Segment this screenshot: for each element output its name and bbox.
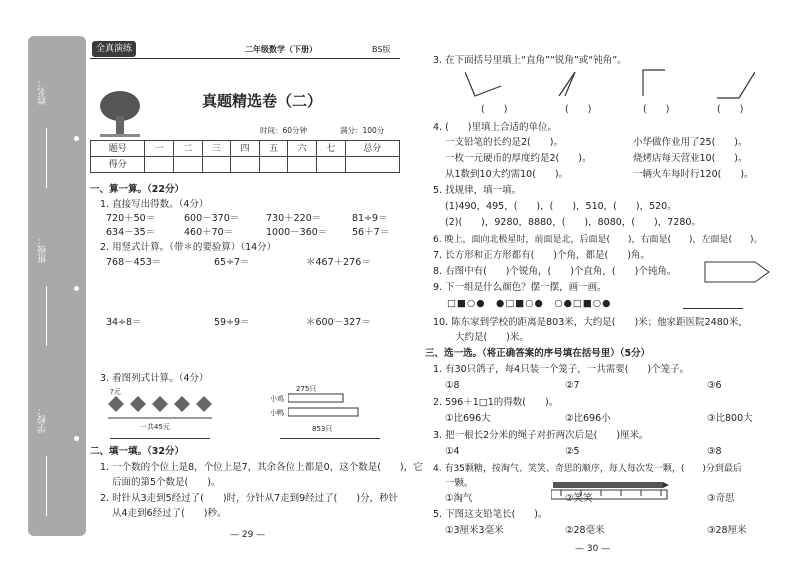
score-cell[interactable]	[145, 157, 174, 173]
pinwheel-diagram	[106, 392, 216, 420]
page-header	[90, 40, 400, 59]
option[interactable]: ①3厘米3毫米	[445, 525, 504, 536]
answer-line	[683, 308, 743, 309]
r-q10: 10. 陈东家到学校的距离是803米，大约是( )米；他家距医院2480米，	[433, 317, 748, 328]
s1-q3: 3. 看图列式计算。（4分）	[100, 373, 209, 384]
answer-line	[110, 438, 210, 439]
shape-pattern: □■○● ●□■○● ○●□■○●	[447, 298, 612, 309]
vertical-calc-item: 59÷9＝	[214, 317, 250, 328]
option[interactable]: ③比800大	[707, 413, 753, 424]
section-3-heading: 三、选一选。（将正确答案的序号填在括号里）（5分）	[425, 348, 651, 359]
s2-q2: 2. 时针从3走到5经过了( )时，分针从7走到9经过了( )分，秒针	[100, 493, 399, 504]
calc-item: 634－35＝	[106, 227, 156, 238]
vertical-calc-item: ＊600－327＝	[306, 317, 371, 328]
r-q5b: (2)( )，9280，8880，( )，8080，( )，7280。	[445, 217, 701, 228]
score-header-cell: 总分	[345, 141, 399, 157]
answer-line	[280, 438, 380, 439]
option[interactable]: ①淘气	[445, 493, 473, 504]
option[interactable]: ②笑笑	[565, 493, 593, 504]
r-q8: 8. 右图中有( )个锐角，( )个直角，( )个钝角。	[433, 266, 677, 277]
calc-item: 460＋70＝	[184, 227, 234, 238]
subject-label: 二年级数学（下册）	[245, 45, 317, 54]
option[interactable]: ②比696小	[565, 413, 611, 424]
ruler-pencil-figure	[551, 480, 669, 500]
left-page	[90, 40, 423, 540]
calc-item: 81÷9＝	[352, 213, 388, 224]
tree-illustration	[96, 88, 144, 138]
s1-q2: 2. 用竖式计算。（带＊的要验算）（14分）	[100, 242, 277, 253]
r-q5: 5. 找规律，填一填。	[433, 185, 522, 196]
vertical-calc-item: 34÷8＝	[106, 317, 142, 328]
r-q3: 3. 在下面括号里填上“直角”“锐角”或“钝角”。	[433, 55, 627, 66]
s2-q1-cont: 后面的第5个数是( )。	[112, 477, 221, 488]
binding-dot	[74, 436, 79, 441]
unit-item: 一枚一元硬币的厚度约是2( )。	[445, 153, 592, 164]
pentagon-figure	[703, 260, 771, 284]
calc-item: 720＋50＝	[106, 213, 156, 224]
score-header-cell: 题号	[91, 141, 145, 157]
angle-figures	[465, 68, 755, 102]
unit-item: 小华做作业用了25( )。	[633, 137, 748, 148]
score-label-cell: 得分	[91, 157, 145, 173]
score-header-cell: 四	[231, 141, 260, 157]
blank[interactable]: ( )	[481, 104, 508, 115]
option[interactable]: ①8	[445, 380, 460, 391]
score-table	[90, 140, 400, 173]
r-q7: 7. 长方形和正方形都有( )个角，都是( )角。	[433, 250, 650, 261]
bar-diagram	[288, 392, 368, 420]
r-q10-cont: 大约是( )米。	[455, 332, 529, 343]
vertical-calc-item: 768－453＝	[106, 257, 162, 268]
blank[interactable]: ( )	[643, 104, 670, 115]
vertical-calc-item: ＊467＋276＝	[306, 257, 371, 268]
score-header-cell: 三	[202, 141, 231, 157]
choice-q4: 4. 有35颗糖，按淘气、笑笑、奇思的顺序，每人每次发一颗，( )分到最后	[433, 464, 742, 474]
s1-q1: 1. 直接写出得数。（4分）	[100, 199, 209, 210]
exam-time: 时间：60分钟	[260, 126, 308, 135]
s2-q1: 1. 一个数的个位上是8，个位上是7，其余各位上都是0，这个数是( )，它	[100, 462, 423, 473]
blank[interactable]: ( )	[565, 104, 592, 115]
right-page	[425, 40, 780, 554]
calc-item: 56＋7＝	[352, 227, 390, 238]
r-q6: 6. 晚上，面向北极星时，前面是北，后面是( )，右面是( )，左面是( )。	[433, 235, 763, 245]
section-2-heading: 二、填一填。（32分）	[90, 446, 184, 457]
unit-item: 一支铅笔的长约是2( )。	[445, 137, 563, 148]
choice-q5: 5. 下图这支铅笔长( )。	[433, 509, 548, 520]
binding-strip	[28, 36, 86, 536]
diagram-b-label1: 小鸡	[270, 395, 284, 403]
score-cell[interactable]	[288, 157, 317, 173]
school-label: 学校：	[38, 406, 48, 433]
option[interactable]: ③奇思	[707, 493, 735, 504]
score-header-cell: 二	[173, 141, 202, 157]
page-number: — 30 —	[575, 544, 611, 554]
option[interactable]: ③6	[707, 380, 722, 391]
choice-q3: 3. 把一根长2分米的绳子对折两次后是( )厘米。	[433, 430, 649, 441]
exam-title: 真题精选卷（二）	[202, 92, 323, 110]
edition-label: BS版	[372, 45, 391, 54]
score-cell[interactable]	[202, 157, 231, 173]
option[interactable]: ③8	[707, 446, 722, 457]
option[interactable]: ③28厘米	[707, 525, 747, 536]
blank[interactable]: ( )	[717, 104, 744, 115]
calc-item: 1000－360＝	[266, 227, 328, 238]
class-label: 班级：	[38, 236, 48, 263]
unit-item: 一辆火车每时行120( )。	[633, 169, 754, 180]
score-header-cell: 五	[259, 141, 288, 157]
vertical-calc-item: 65÷7＝	[214, 257, 250, 268]
series-logo: 全真演练	[92, 41, 136, 57]
s2-q2-cont: 从4走到6经过了( )秒。	[112, 508, 227, 519]
score-cell[interactable]	[231, 157, 260, 173]
diagram-a-label: ?元	[110, 388, 121, 396]
unit-item: 烧烤店每天营业10( )。	[633, 153, 748, 164]
option[interactable]: ②5	[565, 446, 580, 457]
option[interactable]: ①4	[445, 446, 460, 457]
unit-item: 从1数到10大约需10( )。	[445, 169, 569, 180]
school-line	[46, 456, 47, 516]
diagram-b-total: 853只	[312, 425, 333, 433]
page-number: — 29 —	[230, 530, 266, 540]
score-cell[interactable]	[259, 157, 288, 173]
score-header-cell: 七	[316, 141, 345, 157]
diagram-b-top: 275只	[296, 385, 317, 393]
r-q5a: (1)490，495，( )，( )，510，( )，520。	[445, 201, 677, 212]
choice-q2: 2. 596＋1□1的得数( )。	[433, 397, 559, 408]
name-label: 姓名：	[38, 78, 48, 105]
exam-full-score: 满分：100分	[340, 126, 385, 135]
score-header-cell: 一	[145, 141, 174, 157]
section-1-heading: 一、算一算。（22分）	[90, 184, 184, 195]
name-line	[46, 128, 47, 188]
calc-item: 600－370＝	[184, 213, 240, 224]
class-line	[46, 286, 47, 346]
score-cell[interactable]	[316, 157, 345, 173]
calc-item: 730＋220＝	[266, 213, 322, 224]
score-cell[interactable]	[173, 157, 202, 173]
binding-dot	[74, 136, 79, 141]
choice-q4-cont: 一颗。	[445, 478, 474, 489]
score-header-cell: 六	[288, 141, 317, 157]
option[interactable]: ①比696大	[445, 413, 491, 424]
diagram-b-label2: 小鸭	[270, 409, 284, 417]
binding-dot	[74, 286, 79, 291]
r-q4: 4. ( )里填上合适的单位。	[433, 122, 557, 133]
r-q9: 9. 下一组是什么颜色？摆一摆，画一画。	[433, 282, 607, 293]
diagram-a-total: 一共45元	[140, 423, 170, 431]
option[interactable]: ②7	[565, 380, 580, 391]
score-cell[interactable]	[345, 157, 399, 173]
option[interactable]: ②28毫米	[565, 525, 605, 536]
choice-q1: 1. 有30只鸽子，每4只装一个笼子，一共需要( )个笼子。	[433, 364, 690, 375]
